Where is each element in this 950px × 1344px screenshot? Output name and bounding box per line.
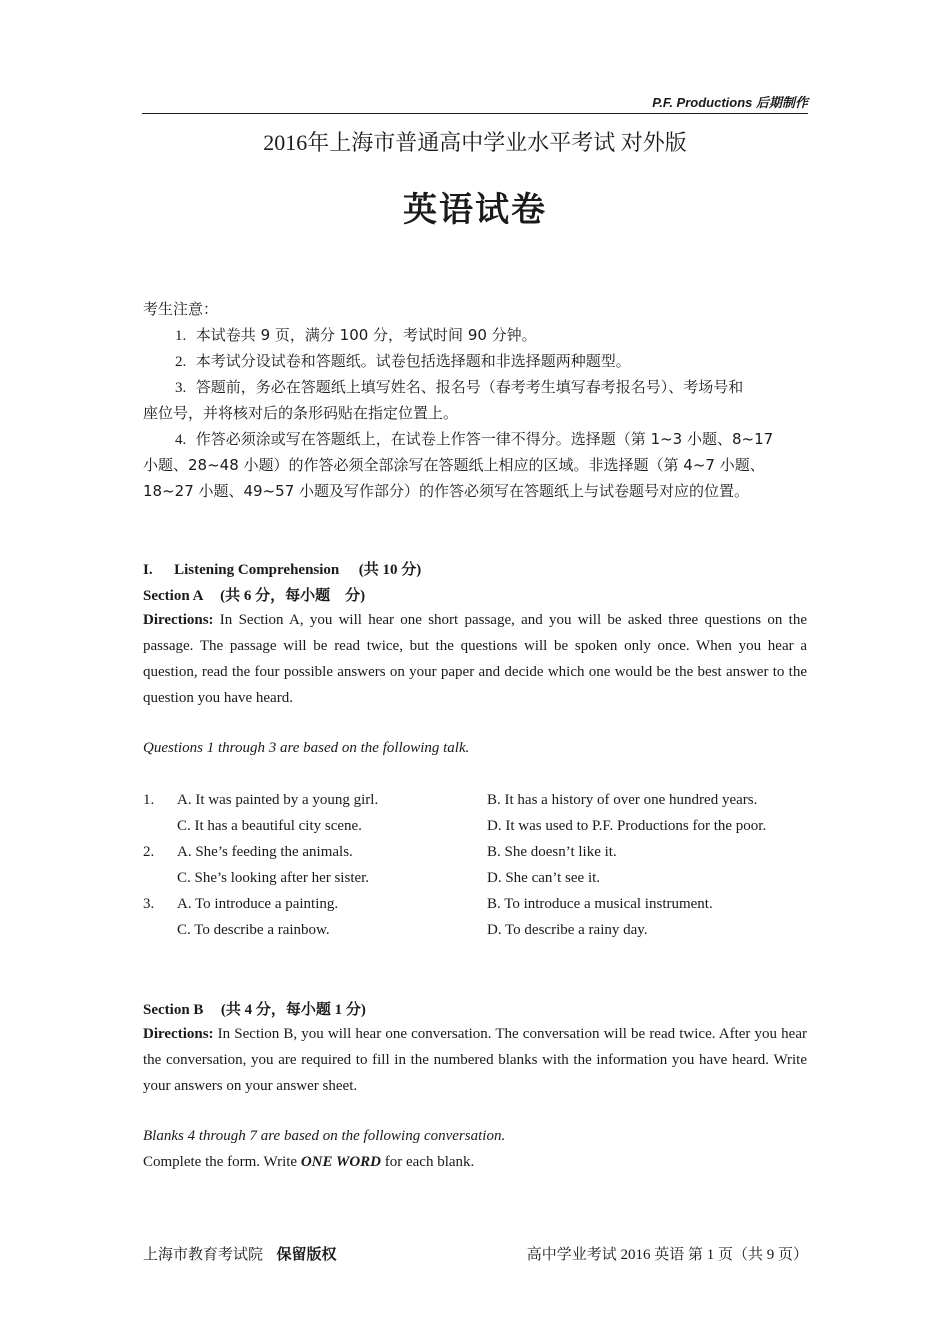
option-d: D. To describe a rainy day. xyxy=(487,922,648,938)
section-a-score: (共 6 分，每小题 分) xyxy=(220,588,366,604)
option-c: C. She’s looking after her sister. xyxy=(177,870,370,886)
section-b-instruction: Blanks 4 through 7 are based on the following conversation. xyxy=(143,1128,506,1144)
section-b-heading xyxy=(143,998,366,1019)
question-number: 1. xyxy=(143,792,155,808)
notes-heading: 考生注意： xyxy=(143,300,219,318)
section-a-heading xyxy=(143,584,365,605)
option-b: B. She doesn’t like it. xyxy=(487,844,617,860)
note-number: 3. xyxy=(175,380,187,396)
directions-text: In Section A, you will hear one short passage, and you will be asked three questions on the passage. The passage will be read twice, but the questions will be spoken only once. When you hear a question, read the four possible answers on your paper and decide which one would be the best answer to the question you have heard. xyxy=(143,612,807,706)
header-divider xyxy=(142,113,808,114)
option-c: C. It has a beautiful city scene. xyxy=(177,818,362,834)
footer-left xyxy=(143,1243,337,1264)
option-a: A. To introduce a painting. xyxy=(177,896,339,912)
note-text: 本试卷共 9 页，满分 100 分，考试时间 90 分钟。 xyxy=(195,326,537,344)
note-3-line-1 xyxy=(175,374,743,401)
section-a-directions xyxy=(143,607,807,711)
section-b-score: (共 4 分，每小题 1 分) xyxy=(220,1002,366,1018)
section-b-title: Section B xyxy=(143,1002,204,1018)
part-score: (共 10 分) xyxy=(358,562,422,578)
directions-label: Directions: xyxy=(143,1026,214,1042)
option-d: D. It was used to P.F. Productions for the poor. xyxy=(487,818,767,834)
option-a: A. It was painted by a young girl. xyxy=(177,792,379,808)
note-text: 本考试分设试卷和答题纸。试卷包括选择题和非选择题两种题型。 xyxy=(195,352,631,370)
note-2 xyxy=(175,348,631,375)
directions-text: In Section B, you will hear one conversation. The conversation will be read twice. After you hear the conversation, you are required to fill in the numbered blanks with the information you have heard. Write your answers on your answer sheet. xyxy=(143,1026,807,1094)
note-number: 1. xyxy=(175,328,187,344)
question-number: 3. xyxy=(143,896,155,912)
complete-post: for each blank. xyxy=(381,1154,475,1170)
option-c: C. To describe a rainbow. xyxy=(177,922,330,938)
note-4-line-1 xyxy=(175,426,773,453)
option-b: B. It has a history of over one hundred years. xyxy=(487,792,758,808)
section-b-directions xyxy=(143,1021,807,1099)
directions-label: Directions: xyxy=(143,612,214,628)
complete-form-instruction xyxy=(143,1154,474,1171)
complete-pre: Complete the form. Write xyxy=(143,1154,301,1170)
one-word-emphasis: ONE WORD xyxy=(300,1154,381,1170)
option-d: D. She can’t see it. xyxy=(487,870,601,886)
option-a: A. She’s feeding the animals. xyxy=(177,844,353,860)
option-b: B. To introduce a musical instrument. xyxy=(487,896,713,912)
part-number: I. xyxy=(143,562,153,578)
note-4-line-3: 18~27 小题、49~57 小题及写作部分）的作答必须写在答题纸上与试卷题号对应的位置。 xyxy=(143,482,750,500)
note-4-line-2: 小题、28~48 小题）的作答必须全部涂写在答题纸上相应的区域。非选择题（第 4~7 小题、 xyxy=(143,456,765,474)
footer-rights: 保留版权 xyxy=(276,1245,337,1263)
section-a-instruction: Questions 1 through 3 are based on the following talk. xyxy=(143,740,470,756)
section-a-title: Section A xyxy=(143,588,203,604)
footer-org: 上海市教育考试院 xyxy=(143,1247,264,1263)
note-text: 作答必须涂或写在答题纸上，在试卷上作答一律不得分。选择题（第 1~3 小题、8~17 xyxy=(195,430,774,448)
question-number: 2. xyxy=(143,844,155,860)
note-text: 答题前，务必在答题纸上填写姓名、报名号（春考考生填写春考报名号）、考场号和 xyxy=(195,378,744,396)
note-number: 4. xyxy=(175,432,187,448)
footer-page-info: 高中学业考试 2016 英语 第 1 页（共 9 页） xyxy=(526,1247,808,1263)
part-title: Listening Comprehension xyxy=(174,562,340,578)
note-3-line-2: 座位号，并将核对后的条形码贴在指定位置上。 xyxy=(143,404,459,422)
note-number: 2. xyxy=(175,354,187,370)
exam-title: 2016年上海市普通高中学业水平考试 对外版 xyxy=(263,130,687,155)
part-heading xyxy=(143,558,421,579)
header-brand: P.F. Productions 后期制作 xyxy=(652,95,808,110)
paper-title: 英语试卷 xyxy=(403,190,547,230)
note-1 xyxy=(175,322,537,349)
